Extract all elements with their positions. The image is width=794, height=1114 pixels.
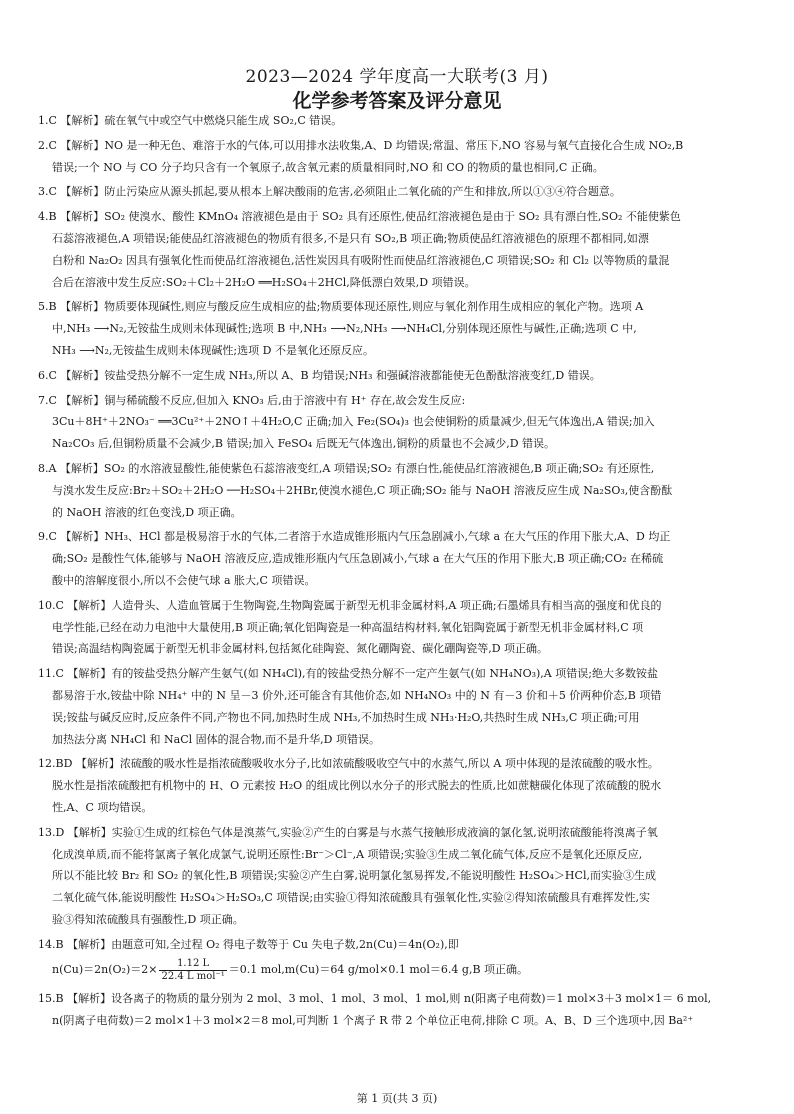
answer-line: 合后在溶液中发生反应:SO₂＋Cl₂＋2H₂O ══H₂SO₄＋2HCl,降低漂白效果,D 项错误。: [52, 275, 476, 289]
answer-line: 8.A 【解析】SO₂ 的水溶液显酸性,能使紫色石蕊溶液变红,A 项错误;SO₂ 有漂白性,能使品红溶液褪色,B 项正确;SO₂ 有还原性,: [38, 461, 655, 475]
answer-line: n(阴离子电荷数)＝2 mol×1＋3 mol×2＝8 mol,可判断 1 个离子 R 带 2 个单位正电荷,排除 C 项。A、B、D 三个选项中,因 Ba²⁺: [52, 1014, 694, 1028]
answer-line: 石蕊溶液褪色,A 项错误;能使品红溶液褪色的物质有很多,不是只有 SO₂,B 项正确;物质使品红溶液褪色的原理不都相同,如漂: [52, 231, 649, 245]
answer-line: 3Cu＋8H⁺＋2NO₃⁻ ══3Cu²⁺＋2NO↑＋4H₂O,C 正确;加入 Fe₂(SO₄)₃ 也会使铜粉的质量减少,但无气体逸出,A 错误;加入: [52, 415, 655, 429]
answer-line: 酸中的溶解度很小,所以不会使气球 a 胀大,C 项错误。: [52, 573, 316, 587]
answer-item: [38, 135, 762, 179]
answer-item: [38, 822, 762, 931]
answer-item: [38, 365, 762, 387]
answer-line: 化成溴单质,而不能将氯离子氧化成氯气,说明还原性:Br⁻＞Cl⁻,A 项错误;实验③生成二氧化硫气体,反应不是氧化还原反应,: [52, 847, 643, 861]
answer-line: 2.C 【解析】NO 是一种无色、难溶于水的气体,可以用排水法收集,A、D 均错误;常温、常压下,NO 容易与氧气直接化合生成 NO₂,B: [38, 138, 684, 152]
answer-item: [38, 390, 762, 455]
answer-line: 与溴水发生反应:Br₂＋SO₂＋2H₂O ──H₂SO₄＋2HBr,使溴水褪色,C 项正确;SO₂ 能与 NaOH 溶液反应生成 Na₂SO₃,使含酚酞: [52, 483, 673, 497]
answer-line: 10.C 【解析】人造骨头、人造血管属于生物陶瓷,生物陶瓷属于新型无机非金属材料,A 项正确;石墨烯具有相当高的强度和优良的: [38, 598, 662, 612]
answer-line: 5.B 【解析】物质要体现碱性,则应与酸反应生成相应的盐;物质要体现还原性,则应与氧化剂作用生成相应的氧化产物。选项 A: [38, 300, 644, 314]
exam-title: 2023—2024 学年度高一大联考(3 月): [245, 67, 549, 87]
answer-line: 错误;高温结构陶瓷属于新型无机非金属材料,包括氮化硅陶瓷、氮化硼陶瓷、碳化硼陶瓷等,D 项正确。: [52, 642, 549, 656]
document-subtitle: 化学参考答案及评分意见: [292, 90, 502, 112]
answer-item: [38, 753, 762, 818]
fraction: [159, 958, 226, 983]
answer-line: 1.C 【解析】硫在氧气中或空气中燃烧只能生成 SO₂,C 错误。: [38, 114, 343, 127]
answer-list: [38, 110, 762, 1032]
answer-line: 性,A、C 项均错误。: [52, 800, 153, 814]
answer-line: 12.BD 【解析】浓硫酸的吸水性是指浓硫酸吸收水分子,比如浓硫酸吸收空气中的水蒸气,所以 A 项中体现的是浓硫酸的吸水性。: [38, 757, 659, 771]
answer-line: 都易溶于水,铵盐中除 NH₄⁺ 中的 N 呈－3 价外,还可能含有其他价态,如 NH₄NO₃ 中的 N 有－3 价和＋5 价两种价态,B 项错: [52, 688, 662, 702]
formula-suffix: ＝0.1 mol,m(Cu)＝64 g/mol×0.1 mol＝6.4 g,B 项正确。: [228, 963, 529, 977]
answer-line: 误;铵盐与碱反应时,反应条件不同,产物也不同,加热时生成 NH₃,不加热时生成 NH₃·H₂O,共热时生成 NH₃,C 项正确;可用: [52, 710, 640, 724]
answer-item: [38, 988, 762, 1032]
answer-line: 3.C 【解析】防止污染应从源头抓起,要从根本上解决酸雨的危害,必须阻止二氧化硫的产生和排放,所以①③④符合题意。: [38, 185, 621, 199]
answer-line: 9.C 【解析】NH₃、HCl 都是极易溶于水的气体,二者溶于水造成锥形瓶内气压急剧减小,气球 a 在大气压的作用下胀大,A、D 均正: [38, 530, 671, 544]
answer-line: 11.C 【解析】有的铵盐受热分解产生氨气(如 NH₄Cl),有的铵盐受热分解不一定产生氨气(如 NH₄NO₃),A 项错误;绝大多数铵盐: [38, 667, 658, 681]
page-number: 第 1 页(共 3 页): [356, 1092, 438, 1105]
answer-item: [38, 181, 762, 203]
answer-line: 白粉和 Na₂O₂ 因具有强氧化性而使品红溶液褪色,活性炭因具有吸附性而使品红溶液褪色,C 项错误;SO₂ 和 Cl₂ 以等物质的量混: [52, 253, 670, 267]
answer-item: [38, 526, 762, 591]
answer-line: 15.B 【解析】设各离子的物质的量分别为 2 mol、3 mol、1 mol、3 mol、1 mol,则 n(阳离子电荷数)＝1 mol×3＋3 mol×1＝ 6 mol,: [38, 992, 712, 1006]
answer-line: 确;SO₂ 是酸性气体,能够与 NaOH 溶液反应,造成锥形瓶内气压急剧减小,气球 a 在大气压的作用下胀大,B 项正确;CO₂ 在稀硫: [52, 552, 664, 566]
answer-line: 4.B 【解析】SO₂ 使溴水、酸性 KMnO₄ 溶液褪色是由于 SO₂ 具有还原性,使品红溶液褪色是由于 SO₂ 具有漂白性,SO₂ 不能使紫色: [38, 210, 681, 224]
answer-line: 验③得知浓硫酸具有强酸性,D 项正确。: [52, 912, 244, 926]
answer-item: [38, 110, 762, 132]
answer-line: NH₃ ⟶N₂,无铵盐生成则未体现碱性;选项 D 不是氧化还原反应。: [52, 343, 374, 357]
answer-line: 二氧化硫气体,能说明酸性 H₂SO₄＞H₂SO₃,C 项错误;由实验①得知浓硫酸具有强氧化性,实验②得知浓硫酸具有难挥发性,实: [52, 891, 651, 905]
formula-line: [38, 955, 762, 985]
answer-line: 错误;一个 NO 与 CO 分子均只含有一个氧原子,故含氧元素的质量相同时,NO 和 CO 的物质的量也相同,C 正确。: [52, 160, 604, 174]
answer-line: 7.C 【解析】铜与稀硫酸不反应,但加入 KNO₃ 后,由于溶液中有 H⁺ 存在,故会发生反应:: [38, 393, 466, 407]
answer-item: [38, 296, 762, 361]
answer-item: [38, 206, 762, 293]
answer-line: 脱水性是指浓硫酸把有机物中的 H、O 元素按 H₂O 的组成比例以水分子的形式脱去的性质,比如蔗糖碳化体现了浓硫酸的脱水: [52, 779, 662, 793]
answer-line: 所以不能比较 Br₂ 和 SO₂ 的氧化性,B 项错误;实验②产生白雾,说明氯化氢易挥发,不能说明酸性 H₂SO₄＞HCl,而实验③生成: [52, 869, 656, 883]
formula-prefix: n(Cu)＝2n(O₂)＝2×: [52, 963, 158, 977]
answer-item: [38, 934, 762, 986]
fraction-numerator: 1.12 L: [159, 958, 226, 971]
answer-item: [38, 663, 762, 750]
fraction-denominator: 22.4 L mol⁻¹: [161, 970, 225, 982]
answer-line: 6.C 【解析】铵盐受热分解不一定生成 NH₃,所以 A、B 均错误;NH₃ 和强碱溶液都能使无色酚酞溶液变红,D 错误。: [38, 368, 601, 382]
answer-line: 的 NaOH 溶液的红色变浅,D 项正确。: [52, 505, 242, 519]
answer-line: 14.B 【解析】由题意可知,全过程 O₂ 得电子数等于 Cu 失电子数,2n(Cu)＝4n(O₂),即: [38, 937, 459, 951]
answer-line: 加热法分离 NH₄Cl 和 NaCl 固体的混合物,而不是升华,D 项错误。: [52, 732, 380, 746]
answer-line: 电学性能,已经在动力电池中大量使用,B 项正确;氧化铝陶瓷是一种高温结构材料,氧化铝陶瓷属于新型无机非金属材料,C 项: [52, 620, 644, 634]
answer-line: 中,NH₃ ⟶N₂,无铵盐生成则未体现碱性;选项 B 中,NH₃ ⟶N₂,NH₃ ⟶NH₄Cl,分别体现还原性与碱性,正确;选项 C 中,: [52, 322, 637, 336]
answer-line: 13.D 【解析】实验①生成的红棕色气体是溴蒸气,实验②产生的白雾是与水蒸气接触形成液滴的氯化氢,说明浓硫酸能将溴离子氧: [38, 825, 658, 839]
answer-line: Na₂CO₃ 后,但铜粉质量不会减少,B 错误;加入 FeSO₄ 后既无气体逸出,铜粉的质量也不会减少,D 错误。: [52, 437, 556, 451]
answer-item: [38, 595, 762, 660]
answer-item: [38, 458, 762, 523]
